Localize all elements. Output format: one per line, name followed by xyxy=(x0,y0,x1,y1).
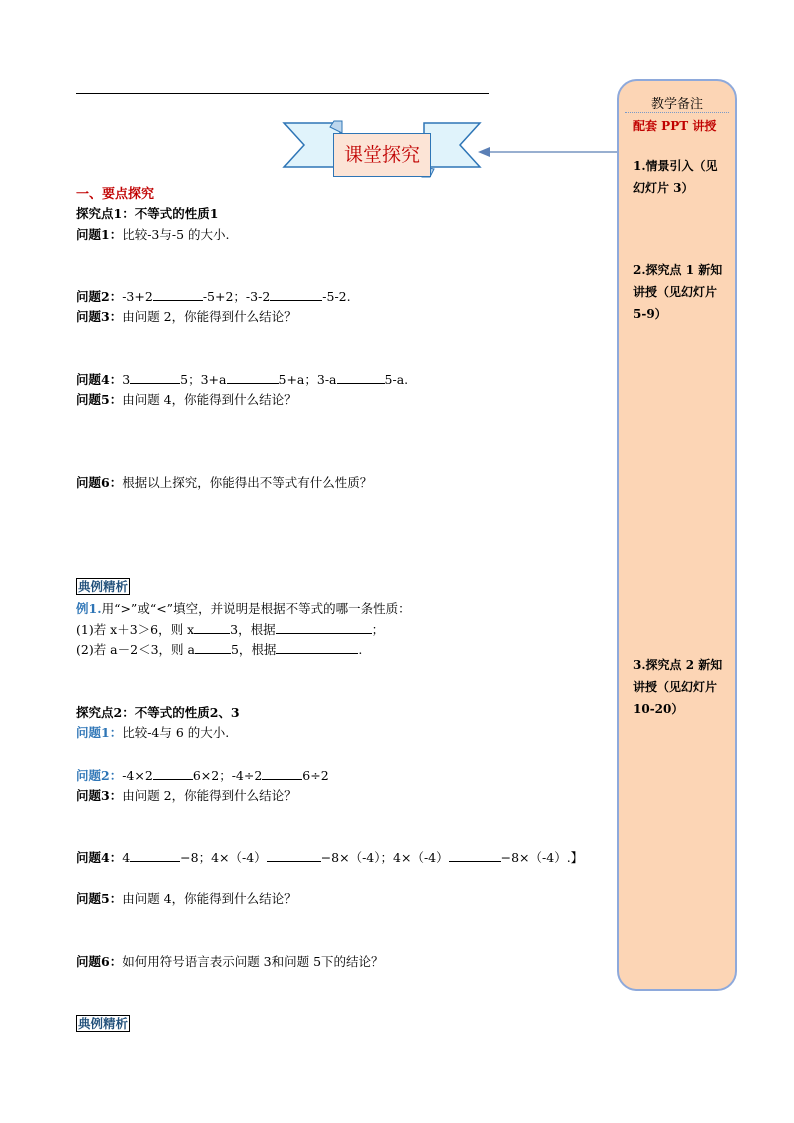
point2-title: 探究点2：不等式的性质2、3 xyxy=(76,705,240,720)
q-label: 问题6： xyxy=(76,475,123,490)
q-text: 5；3+a xyxy=(180,372,227,387)
arrow-icon xyxy=(476,145,622,159)
q-text: 5+a；3-a xyxy=(278,372,337,387)
q-text: -4×2 xyxy=(122,768,153,783)
section-heading: 一、要点探究 xyxy=(76,187,155,202)
q-label: 问题1： xyxy=(76,227,123,242)
q-text: -5+2；-3-2 xyxy=(202,289,271,304)
q-label: 问题2： xyxy=(76,289,123,304)
answer-blank[interactable] xyxy=(276,641,358,654)
example-text: . xyxy=(358,642,363,657)
point2-q2 xyxy=(76,766,329,784)
q-text: -5-2. xyxy=(322,289,351,304)
q-text: 6×2；-4÷2 xyxy=(192,768,263,783)
point1-title: 探究点1：不等式的性质1 xyxy=(76,206,219,221)
point2-q5 xyxy=(76,889,297,907)
sidebar-divider xyxy=(625,112,729,113)
answer-blank[interactable] xyxy=(130,849,180,862)
q-text: 由问题 4，你能得到什么结论？ xyxy=(122,891,297,906)
q-text: 3 xyxy=(122,372,131,387)
q-text: 根据以上探究，你能得出不等式有什么性质？ xyxy=(122,475,373,490)
q-text: 比较-4与 6 的大小. xyxy=(122,725,230,740)
example1-stem xyxy=(76,599,411,617)
q-label: 问题5： xyxy=(76,392,123,407)
teaching-notes-panel xyxy=(617,79,737,991)
example-tag: 典例精析 xyxy=(78,1016,129,1031)
sidebar-subtitle: 配套 PPT 讲授 xyxy=(633,119,717,133)
point1-q6 xyxy=(76,473,372,491)
answer-blank[interactable] xyxy=(153,767,193,780)
example-label: 例1. xyxy=(76,601,102,616)
q-text: 由问题 2，你能得到什么结论？ xyxy=(122,788,297,803)
q-label: 问题4： xyxy=(76,372,123,387)
example-tag: 典例精析 xyxy=(78,579,129,594)
point2-q6 xyxy=(76,952,384,970)
example1-line2 xyxy=(76,640,362,658)
q-text: 6÷2 xyxy=(302,768,329,783)
point1-q4 xyxy=(76,370,408,388)
sidebar-title: 教学备注 xyxy=(650,97,703,112)
example-text: ； xyxy=(371,622,385,637)
example-text: 5，根据 xyxy=(230,642,277,657)
answer-blank[interactable] xyxy=(130,371,180,384)
q-text: 比较-3与-5 的大小. xyxy=(122,227,230,242)
q-label: 问题3： xyxy=(76,788,123,803)
q-label: 问题5： xyxy=(76,891,123,906)
example-text: 用“>”或“<”填空，并说明是根据不等式的哪一条性质： xyxy=(101,601,411,616)
answer-blank[interactable] xyxy=(227,371,279,384)
example1-line1 xyxy=(76,620,384,638)
q-label: 问题4： xyxy=(76,850,123,865)
header-rule xyxy=(76,93,489,94)
sidebar-note-3: 3.探究点 2 新知讲授（见幻灯片 10-20） xyxy=(633,658,723,716)
q-text: −8×（-4）.】 xyxy=(500,850,584,865)
sidebar-note-2: 2.探究点 1 新知讲授（见幻灯片 5-9） xyxy=(633,263,723,321)
answer-blank[interactable] xyxy=(262,767,302,780)
banner-title: 课堂探究 xyxy=(333,133,431,177)
example-text: (2)若 a－2＜3，则 a xyxy=(76,642,195,657)
q-label: 问题2： xyxy=(76,768,123,783)
answer-blank[interactable] xyxy=(449,849,501,862)
q-text: 由问题 2，你能得到什么结论？ xyxy=(122,309,297,324)
q-text: 5-a. xyxy=(384,372,409,387)
answer-blank[interactable] xyxy=(270,288,322,301)
q-text: -3+2 xyxy=(122,289,153,304)
q-text: 4 xyxy=(122,850,131,865)
q-text: −8×（-4）；4×（-4） xyxy=(320,850,449,865)
point1-q5 xyxy=(76,390,297,408)
q-label: 问题3： xyxy=(76,309,123,324)
q-text: −8；4×（-4） xyxy=(180,850,267,865)
point1-q3 xyxy=(76,307,297,325)
sidebar-note-1: 1.情景引入（见幻灯片 3） xyxy=(633,159,718,195)
point2-q1 xyxy=(76,723,229,741)
point2-q3 xyxy=(76,786,297,804)
example-text: 3，根据 xyxy=(230,622,276,637)
answer-blank[interactable] xyxy=(267,849,321,862)
answer-blank[interactable] xyxy=(337,371,385,384)
answer-blank[interactable] xyxy=(153,288,203,301)
answer-blank[interactable] xyxy=(195,641,231,654)
q-label: 问题6： xyxy=(76,954,123,969)
point1-q2 xyxy=(76,287,351,305)
answer-blank[interactable] xyxy=(194,621,230,634)
q-text: 由问题 4，你能得到什么结论？ xyxy=(122,392,297,407)
q-text: 如何用符号语言表示问题 3和问题 5下的结论？ xyxy=(122,954,384,969)
example-text: (1)若 x＋3＞6，则 x xyxy=(76,622,195,637)
q-label: 问题1： xyxy=(76,725,123,740)
point2-q4 xyxy=(76,848,583,866)
answer-blank[interactable] xyxy=(276,621,372,634)
point1-q1 xyxy=(76,225,230,243)
